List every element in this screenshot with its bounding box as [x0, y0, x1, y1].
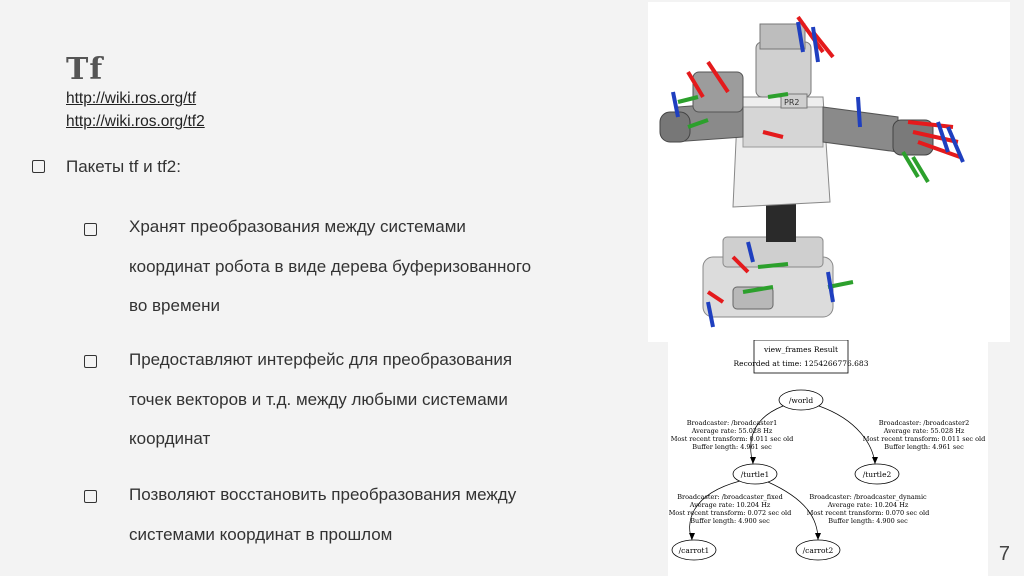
svg-text:Broadcaster: /broadcaster2: Broadcaster: /broadcaster2: [878, 419, 970, 427]
sub-bullet-3-line-2: системами координат в прошлом: [129, 525, 393, 544]
node-world: /world: [788, 396, 814, 405]
svg-text:Most recent transform: 0.011 s: Most recent transform: 0.011 sec old: [670, 435, 794, 443]
svg-text:Most recent transform: 0.070 s: Most recent transform: 0.070 sec old: [806, 509, 930, 517]
bullet-box-icon: [84, 490, 97, 503]
graph-recorded-time: Recorded at time: 1254266776.683: [733, 359, 869, 368]
edge-label-broadcaster2: [863, 419, 986, 451]
slide-title: Tf: [66, 52, 104, 87]
svg-text:Buffer length: 4.961 sec: Buffer length: 4.961 sec: [884, 443, 964, 451]
frames-graph: [668, 340, 988, 576]
svg-text:Most recent transform: 0.072 s: Most recent transform: 0.072 sec old: [668, 509, 792, 517]
link-tf2[interactable]: http://wiki.ros.org/tf2: [66, 113, 205, 130]
svg-text:Average rate: 55.028 Hz: Average rate: 55.028 Hz: [691, 427, 773, 435]
node-turtle1: /turtle1: [740, 470, 770, 479]
bullet-main: Пакеты tf и tf2:: [66, 157, 181, 176]
robot-image: [648, 2, 1010, 342]
sub-bullet-1-line-1: Хранят преобразования между системами: [129, 217, 466, 236]
svg-text:Buffer length: 4.961 sec: Buffer length: 4.961 sec: [692, 443, 772, 451]
pr2-label: PR2: [784, 98, 800, 107]
svg-text:Broadcaster: /broadcaster_dyna: Broadcaster: /broadcaster_dynamic: [809, 493, 927, 501]
sub-bullet-2-line-3: координат: [129, 429, 211, 448]
edge-label-broadcaster-dynamic: [807, 493, 930, 525]
edge-label-broadcaster-fixed: [669, 493, 792, 525]
svg-text:Buffer length: 4.900 sec: Buffer length: 4.900 sec: [690, 517, 770, 525]
bullet-box-icon: [84, 223, 97, 236]
link-tf[interactable]: http://wiki.ros.org/tf: [66, 90, 197, 107]
frames-tree-diagram: [668, 340, 988, 576]
svg-text:Broadcaster: /broadcaster_fixe: Broadcaster: /broadcaster_fixed: [677, 493, 783, 501]
sub-bullet-2-line-1: Предоставляют интерфейс для преобразования: [129, 350, 513, 369]
edge-label-broadcaster1: [671, 419, 794, 451]
svg-text:Average rate: 55.028 Hz: Average rate: 55.028 Hz: [883, 427, 965, 435]
bullet-box-icon: [84, 355, 97, 368]
sub-bullet-3-line-1: Позволяют восстановить преобразования между: [129, 485, 517, 504]
svg-text:Buffer length: 4.900 sec: Buffer length: 4.900 sec: [828, 517, 908, 525]
sub-bullet-2-line-2: точек векторов и т.д. между любыми системами: [129, 390, 508, 409]
svg-text:Most recent transform: 0.011 s: Most recent transform: 0.011 sec old: [862, 435, 986, 443]
svg-text:Average rate: 10.204 Hz: Average rate: 10.204 Hz: [689, 501, 771, 509]
node-turtle2: /turtle2: [862, 470, 892, 479]
node-carrot2: /carrot2: [802, 546, 834, 555]
node-carrot1: /carrot1: [678, 546, 710, 555]
graph-title: view_frames Result: [763, 345, 839, 354]
sub-bullet-1-line-2: координат робота в виде дерева буферизованного: [129, 257, 532, 276]
pr2-robot-icon: [648, 2, 1010, 342]
svg-text:Broadcaster: /broadcaster1: Broadcaster: /broadcaster1: [686, 419, 778, 427]
sub-bullet-1-line-3: во времени: [129, 296, 220, 315]
svg-text:Average rate: 10.204 Hz: Average rate: 10.204 Hz: [827, 501, 909, 509]
bullet-box-icon: [32, 160, 45, 173]
page-number: 7: [998, 543, 1010, 565]
